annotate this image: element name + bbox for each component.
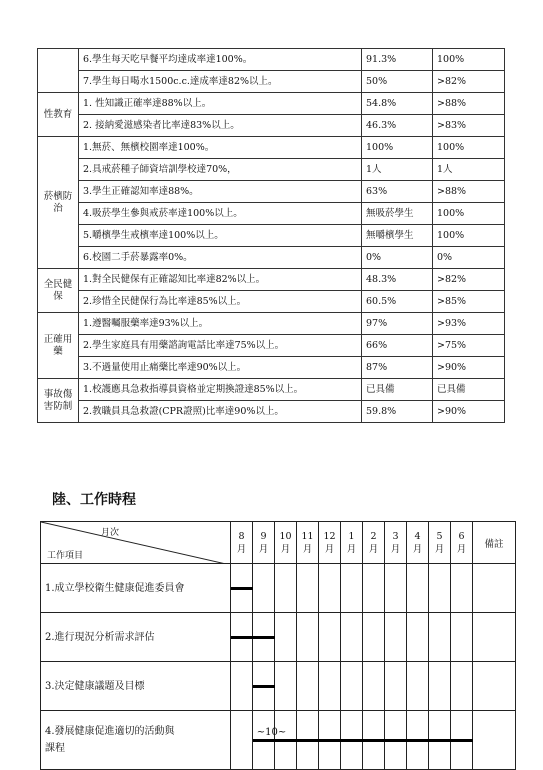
current-value: 1人: [362, 159, 433, 181]
schedule-cell: [407, 662, 429, 711]
schedule-cell: [319, 564, 341, 613]
table-row: [38, 291, 505, 313]
month-header-cell: [385, 522, 407, 564]
schedule-cell: [319, 613, 341, 662]
indicator-desc: 2.學生家庭具有用藥諮詢電話比率達75%以上。: [79, 335, 362, 357]
month-header-cell: [231, 522, 253, 564]
current-value: 100%: [362, 137, 433, 159]
month-header-cell: [363, 522, 385, 564]
target-value: 0%: [433, 247, 505, 269]
table-row: [38, 269, 505, 291]
table-row: [38, 357, 505, 379]
month-number: 3: [392, 530, 399, 542]
schedule-cell: [407, 564, 429, 613]
month-number: 11: [301, 530, 314, 542]
category-cell: 全民健保: [38, 269, 79, 313]
indicator-desc: 1.遵醫囑服藥率達93%以上。: [79, 313, 362, 335]
month-unit: 月: [346, 543, 357, 555]
current-value: 48.3%: [362, 269, 433, 291]
note-cell: [473, 564, 516, 613]
indicator-desc: 2.珍惜全民健保行為比率達85%以上。: [79, 291, 362, 313]
schedule-bar: [231, 636, 275, 639]
schedule-cell: [341, 564, 363, 613]
month-number: 10: [279, 530, 292, 542]
table-row: [38, 137, 505, 159]
month-number: 12: [323, 530, 336, 542]
current-value: 63%: [362, 181, 433, 203]
note-cell: [473, 662, 516, 711]
current-value: 66%: [362, 335, 433, 357]
schedule-bar: [253, 739, 473, 742]
schedule-cell: [385, 613, 407, 662]
note-cell: [473, 711, 516, 770]
target-value: >82%: [433, 269, 505, 291]
task-name-continued: 課程: [45, 743, 65, 754]
schedule-cell: [429, 613, 451, 662]
schedule-cell: [297, 564, 319, 613]
month-unit: 月: [390, 543, 401, 555]
indicator-desc: 2.具戒菸種子師資培訓學校達70%，: [79, 159, 362, 181]
month-header-cell: [297, 522, 319, 564]
schedule-cell: [297, 613, 319, 662]
month-header-cell: [407, 522, 429, 564]
month-number: 9: [260, 530, 267, 542]
month-unit: 月: [456, 543, 467, 555]
indicator-desc: 1. 性知識正確率達88%以上。: [79, 93, 362, 115]
month-number: 6: [458, 530, 465, 542]
current-value: 97%: [362, 313, 433, 335]
schedule-cell: [429, 662, 451, 711]
schedule-row: [41, 613, 516, 662]
target-value: >85%: [433, 291, 505, 313]
target-value: 100%: [433, 203, 505, 225]
table-row: [38, 203, 505, 225]
month-header-cell: [451, 522, 473, 564]
current-value: 無嚼檳學生: [362, 225, 433, 247]
current-value: 54.8%: [362, 93, 433, 115]
task-name-cell: [41, 711, 231, 770]
schedule-cell: [297, 662, 319, 711]
category-cell: 事故傷害防制: [38, 379, 79, 423]
month-header-cell: [253, 522, 275, 564]
indicator-desc: 7.學生每日喝水1500c.c.達成率達82%以上。: [79, 71, 362, 93]
target-value: >75%: [433, 335, 505, 357]
month-number: 2: [370, 530, 377, 542]
schedule-cell: [275, 662, 297, 711]
month-number: 5: [436, 530, 443, 542]
indicator-desc: 1.無菸、無檳校園率達100%。: [79, 137, 362, 159]
header-corner-cell: [41, 522, 231, 564]
current-value: 50%: [362, 71, 433, 93]
schedule-cell: [341, 613, 363, 662]
table-row: [38, 93, 505, 115]
indicator-desc: 3.學生正確認知率達88%。: [79, 181, 362, 203]
schedule-cell: [275, 613, 297, 662]
month-unit: 月: [412, 543, 423, 555]
indicator-desc: 6.學生每天吃早餐平均達成率達100%。: [79, 49, 362, 71]
month-header-cell: [341, 522, 363, 564]
schedule-cell: [451, 662, 473, 711]
month-number: 1: [348, 530, 355, 542]
month-unit: 月: [302, 543, 313, 555]
table-row: [38, 181, 505, 203]
month-unit: 月: [434, 543, 445, 555]
current-value: 91.3%: [362, 49, 433, 71]
indicator-desc: 1.校護應具急救指導員資格並定期換證達85%以上。: [79, 379, 362, 401]
schedule-cell: [319, 662, 341, 711]
schedule-cell: [363, 613, 385, 662]
indicator-table: [37, 48, 505, 423]
task-name: 3.決定健康議題及目標: [45, 680, 145, 692]
indicator-desc: 2. 接納愛滋感染者比率達83%以上。: [79, 115, 362, 137]
category-cell: 菸檳防治: [38, 137, 79, 269]
table-row: [38, 335, 505, 357]
current-value: 59.8%: [362, 401, 433, 423]
page-number: ~10~: [256, 727, 287, 738]
task-name: 2.進行現況分析需求評估: [45, 631, 155, 643]
category-cell: 性教育: [38, 93, 79, 137]
category-cell: [38, 49, 79, 93]
table-row: [38, 115, 505, 137]
indicator-desc: 2.教職員具急救證(CPR證照)比率達90%以上。: [79, 401, 362, 423]
task-name: 4.發展健康促進適切的活動與: [45, 726, 175, 737]
schedule-cell: [429, 564, 451, 613]
target-value: >90%: [433, 401, 505, 423]
schedule-cell: [407, 613, 429, 662]
target-value: >83%: [433, 115, 505, 137]
schedule-cell: [275, 564, 297, 613]
current-value: 已具備: [362, 379, 433, 401]
target-value: 1人: [433, 159, 505, 181]
note-cell: [473, 613, 516, 662]
section-title: 陸、工作時程: [52, 492, 136, 508]
category-cell: 正確用藥: [38, 313, 79, 379]
table-row: [38, 313, 505, 335]
month-unit: 月: [324, 543, 335, 555]
month-unit: 月: [258, 543, 269, 555]
task-name-cell: [41, 564, 231, 613]
target-value: >82%: [433, 71, 505, 93]
current-value: 0%: [362, 247, 433, 269]
current-value: 46.3%: [362, 115, 433, 137]
month-header-cell: [275, 522, 297, 564]
schedule-row: [41, 662, 516, 711]
table-row: [38, 379, 505, 401]
indicator-desc: 6.校園二手菸暴露率0%。: [79, 247, 362, 269]
schedule-cell: [231, 711, 253, 770]
table-row: [38, 225, 505, 247]
month-header-cell: [429, 522, 451, 564]
item-header: 工作項目: [47, 551, 84, 561]
target-value: 100%: [433, 137, 505, 159]
task-name: 1.成立學校衛生健康促進委員會: [45, 582, 185, 594]
indicator-desc: 3.不過量使用止痛藥比率達90%以上。: [79, 357, 362, 379]
indicator-desc: 1.對全民健保有正確認知比率達82%以上。: [79, 269, 362, 291]
target-value: >93%: [433, 313, 505, 335]
schedule-cell: [385, 662, 407, 711]
current-value: 87%: [362, 357, 433, 379]
table-row: [38, 247, 505, 269]
target-value: 100%: [433, 225, 505, 247]
schedule-cell: [451, 613, 473, 662]
schedule-row: [41, 564, 516, 613]
task-name-cell: [41, 613, 231, 662]
target-value: >88%: [433, 93, 505, 115]
schedule-cell: [363, 564, 385, 613]
schedule-bar: [231, 587, 253, 590]
table-row: [38, 159, 505, 181]
month-number: 8: [238, 530, 245, 542]
current-value: 無吸菸學生: [362, 203, 433, 225]
month-unit: 月: [280, 543, 291, 555]
schedule-cell: [363, 662, 385, 711]
note-header: 備註: [473, 522, 516, 564]
target-value: 已具備: [433, 379, 505, 401]
table-row: [38, 71, 505, 93]
month-unit: 月: [368, 543, 379, 555]
schedule-cell: [253, 564, 275, 613]
indicator-desc: 5.嚼檳學生戒檳率達100%以上。: [79, 225, 362, 247]
schedule-cell: [385, 564, 407, 613]
indicator-desc: 4.吸菸學生參與戒菸率達100%以上。: [79, 203, 362, 225]
schedule-header-row: [41, 522, 516, 564]
schedule-cell: [451, 564, 473, 613]
month-header: 月次: [101, 528, 120, 538]
current-value: 60.5%: [362, 291, 433, 313]
schedule-cell: [341, 662, 363, 711]
schedule-cell: [231, 662, 253, 711]
month-number: 4: [414, 530, 421, 542]
month-header-cell: [319, 522, 341, 564]
task-name-cell: [41, 662, 231, 711]
table-row: [38, 49, 505, 71]
schedule-bar: [253, 685, 275, 688]
target-value: 100%: [433, 49, 505, 71]
target-value: >88%: [433, 181, 505, 203]
table-row: [38, 401, 505, 423]
target-value: >90%: [433, 357, 505, 379]
month-unit: 月: [236, 543, 247, 555]
